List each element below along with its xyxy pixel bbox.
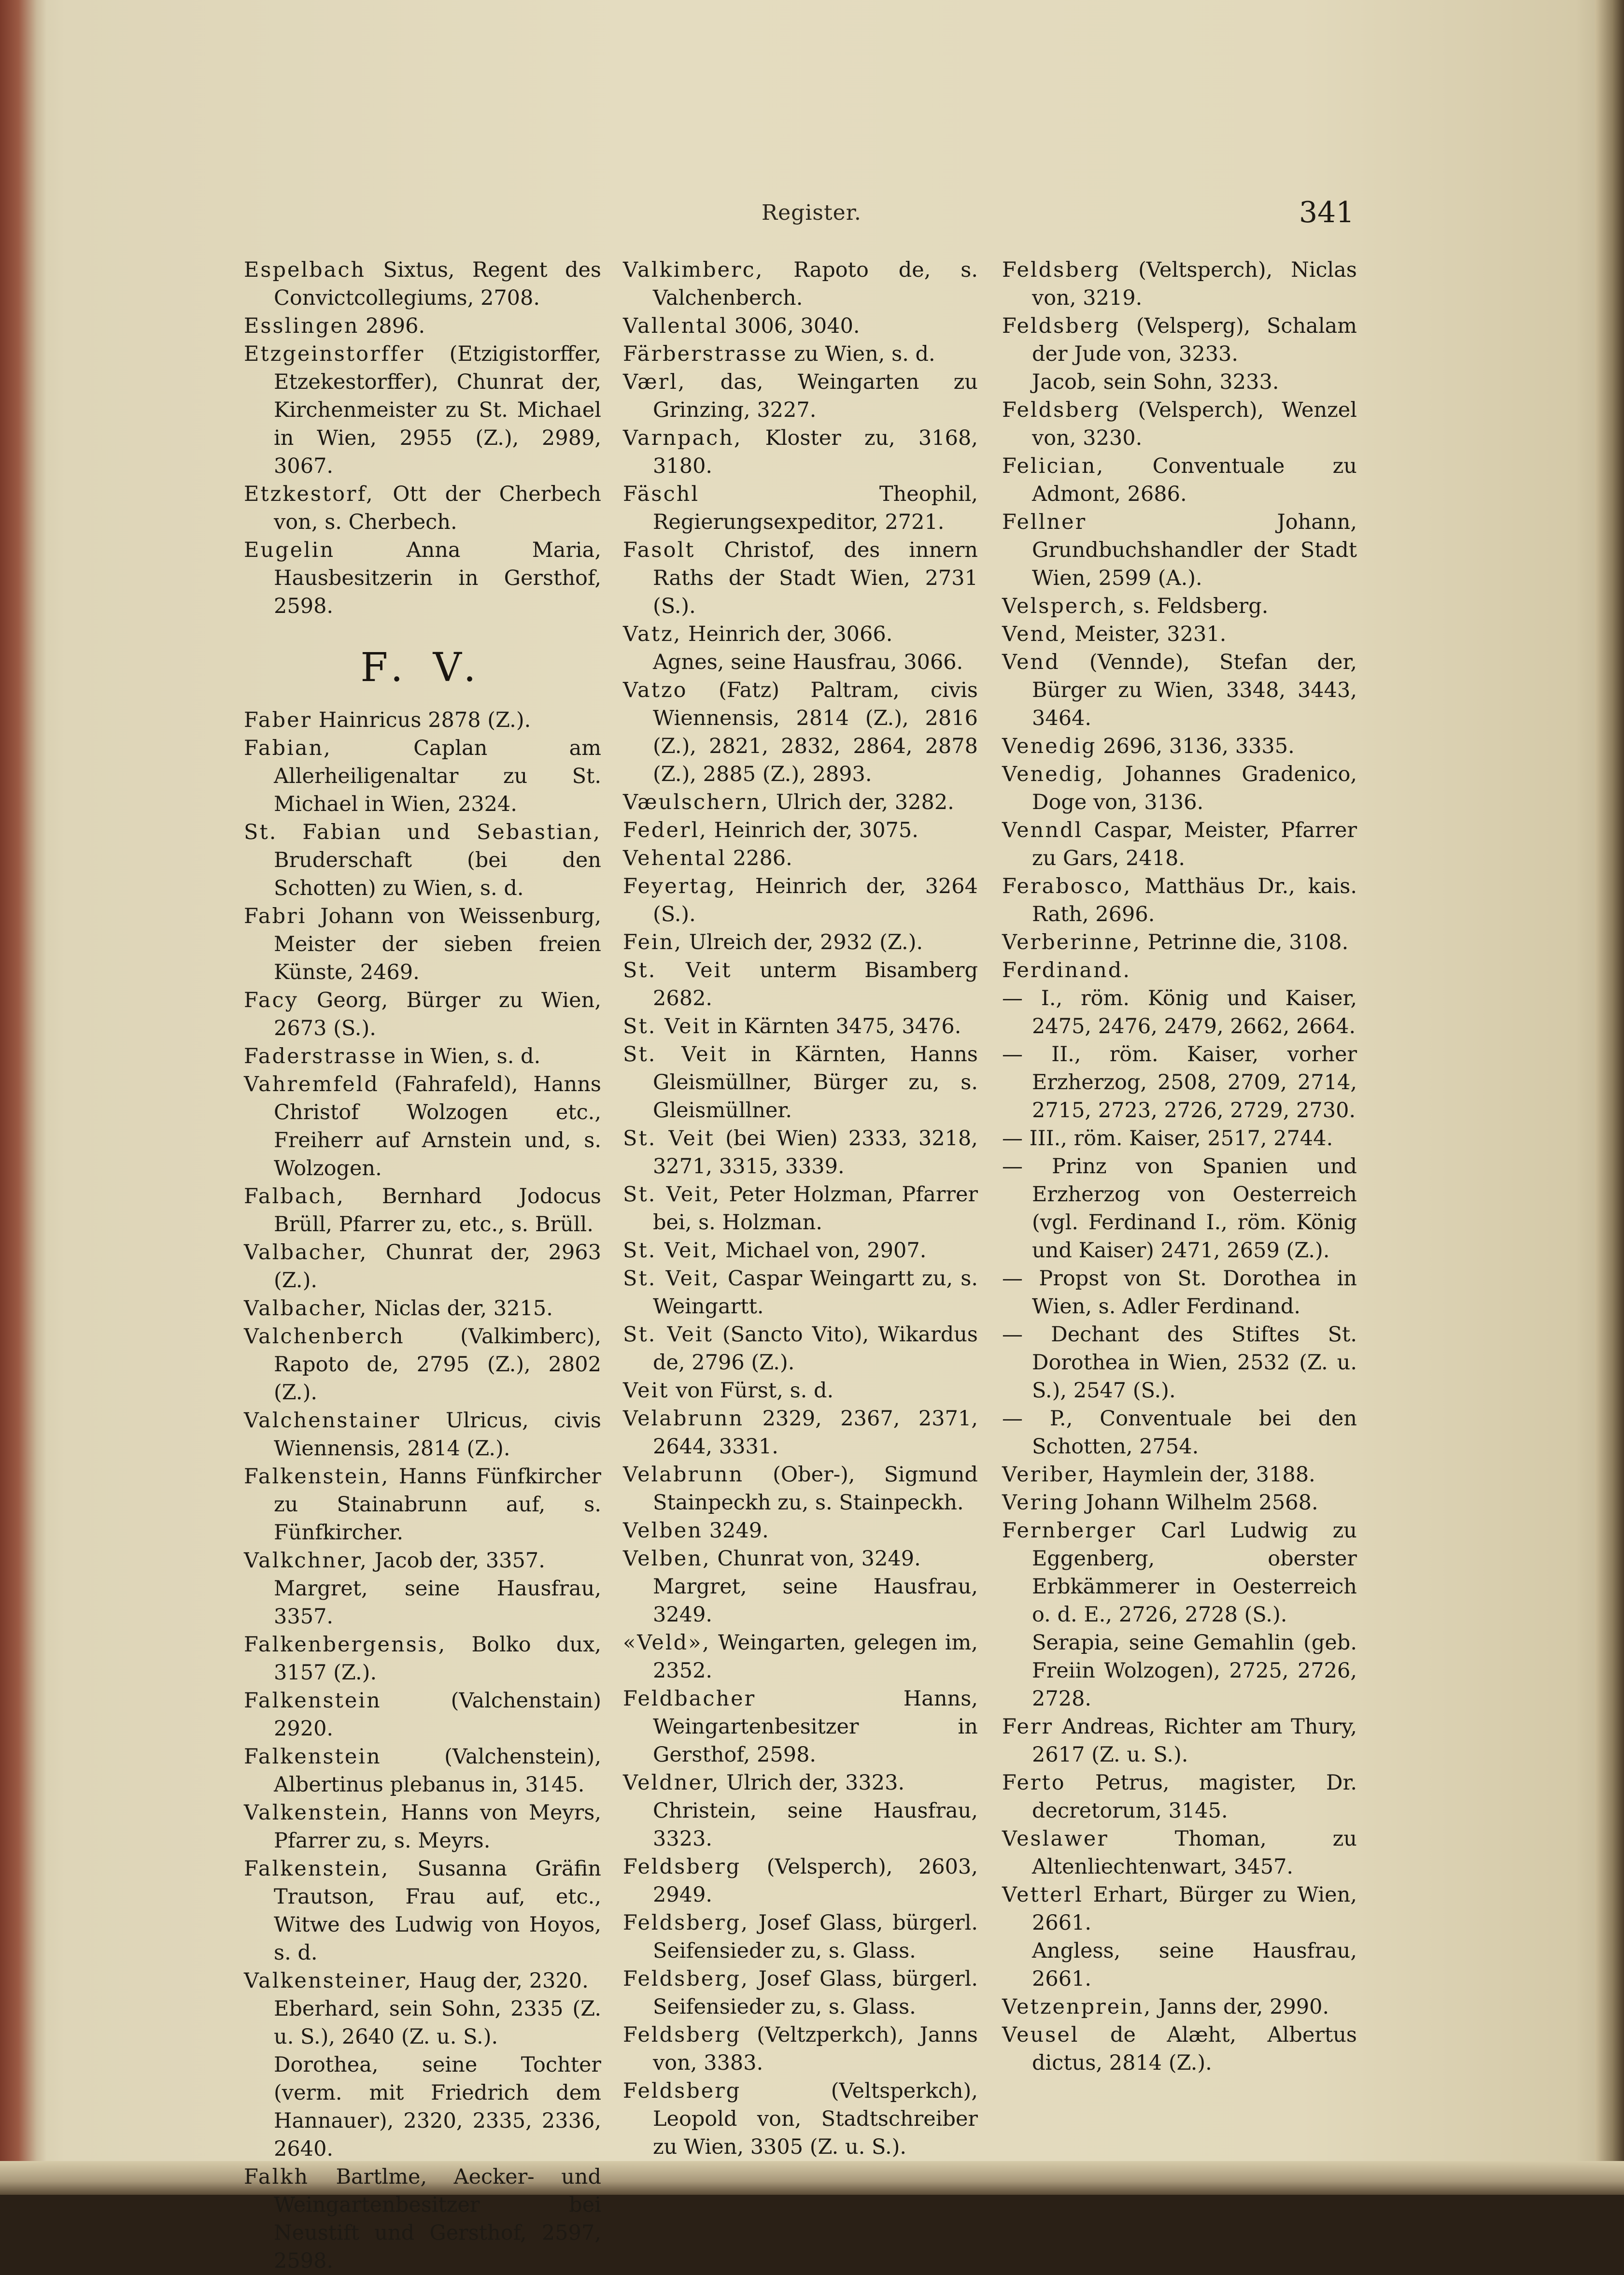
entry-headword: Falkh: [244, 2165, 310, 2189]
entry-headword: Faber: [244, 708, 312, 732]
index-entry: [1002, 2021, 1357, 2077]
entry-text: (Sancto Vito), Wikardus de, 2796 (Z.).: [653, 1322, 978, 1375]
entry-headword: St. Veit,: [623, 1266, 720, 1291]
page-number: 341: [1299, 196, 1355, 229]
entry-headword: Valchenberch: [244, 1324, 405, 1349]
entry-headword: Etzkestorf,: [244, 482, 374, 506]
index-entry: [623, 1377, 978, 1405]
entry-text: Niclas der, 3215.: [367, 1296, 553, 1321]
entry-headword: Velben,: [623, 1547, 711, 1571]
entry-text: Johannes Gradenico, Doge von, 3136.: [1032, 762, 1357, 814]
entry-text: — Dechant des Stiftes St. Dorothea in Wien, 2532 (Z. u. S.), 2547 (S.).: [1002, 1322, 1357, 1403]
index-entry: [623, 1545, 978, 1573]
index-entry: [1002, 1629, 1357, 1713]
entry-headword: Varnpach,: [623, 426, 742, 450]
entry-text: (Velsperch), 2603, 2949.: [653, 1855, 978, 1907]
index-entry: [244, 818, 601, 902]
index-entry: [623, 1517, 978, 1545]
entry-text: Josef Glass, bürgerl. Seifensieder zu, s. Glass.: [653, 1911, 978, 1963]
entry-headword: St. Veit,: [623, 1182, 721, 1207]
entry-text: (Veltzperkch), Janns von, 3383.: [653, 2023, 978, 2075]
index-entry: [1002, 312, 1357, 368]
entry-text: — Propst von St. Dorothea in Wien, s. Adler Ferdinand.: [1002, 1266, 1357, 1319]
index-entry: [1002, 732, 1357, 760]
entry-headword: Fabian,: [244, 736, 332, 760]
index-entry: [1002, 1517, 1357, 1629]
entry-headword: Etzgeinstorffer: [244, 342, 425, 366]
index-entry: [1002, 816, 1357, 872]
entry-headword: Feldsberg: [623, 1855, 741, 1879]
entry-text: Conventuale zu Admont, 2686.: [1032, 454, 1357, 506]
running-header: [628, 196, 1623, 239]
entry-text: in Kärnten, Hanns Gleismüllner, Bürger zu, s. Gleismüllner.: [653, 1042, 978, 1123]
index-entry: [623, 2077, 978, 2161]
index-entry: [623, 368, 978, 424]
entry-headword: Valkensteiner,: [244, 1969, 412, 1993]
entry-headword: Veldner,: [623, 1771, 720, 1795]
entry-headword: Valchenstainer: [244, 1408, 421, 1433]
entry-text: Haymlein der, 3188.: [1095, 1463, 1315, 1487]
index-entry: [244, 480, 601, 536]
entry-headword: Fabri: [244, 904, 307, 928]
entry-headword: Vahremfeld: [244, 1072, 379, 1096]
index-entry: [1002, 760, 1357, 816]
index-entry: [623, 480, 978, 536]
index-entry: [244, 1855, 601, 1967]
entry-text: das, Weingarten zu Grinzing, 3227.: [653, 370, 978, 422]
index-entry: [623, 676, 978, 788]
entry-headword: Valbacher,: [244, 1296, 368, 1321]
entry-headword: Fein,: [623, 930, 683, 954]
entry-text: (Etzigistorffer, Etzekestorffer), Chunrat der, Kirchenmeister zu St. Michael in Wien, 2955 (Z.), 2989, 3067.: [274, 342, 601, 478]
entry-headword: Verberinne,: [1002, 930, 1141, 954]
entry-headword: Feldbacher: [623, 1687, 756, 1711]
index-entry: [623, 1685, 978, 1769]
entry-text: Meister, 3231.: [1068, 622, 1227, 646]
entry-text: Caspar Weingartt zu, s. Weingartt.: [653, 1266, 978, 1319]
index-entry: [623, 1237, 978, 1265]
entry-text: in Kärnten 3475, 3476.: [710, 1014, 961, 1038]
index-entry: [623, 1461, 978, 1517]
index-entry: [1002, 956, 1357, 984]
index-entry: [623, 340, 978, 368]
entry-headword: St. Veit: [623, 1126, 715, 1151]
index-entry: [623, 536, 978, 620]
page-right-edge: [1595, 0, 1624, 2195]
entry-text: Anna Maria, Hausbesitzerin in Gersthof, 2598.: [274, 538, 601, 618]
index-entry: [1002, 452, 1357, 508]
index-entry: [244, 536, 601, 620]
entry-headword: Ferabosco,: [1002, 874, 1132, 898]
index-entry: [623, 1909, 978, 1965]
index-entry: [623, 1321, 978, 1377]
index-entry: [623, 1853, 978, 1909]
entry-headword: Fellner: [1002, 510, 1087, 534]
entry-headword: St. Veit: [623, 1042, 728, 1066]
index-entry: [244, 1182, 601, 1238]
index-entry: [1002, 1881, 1357, 1937]
header-title: Register.: [762, 200, 861, 225]
entry-headword: Faderstrasse: [244, 1044, 397, 1068]
index-entry: [244, 256, 601, 312]
entry-headword: Vetterl: [1002, 1883, 1083, 1907]
entry-text: Angless, seine Hausfrau, 2661.: [1032, 1939, 1357, 1991]
entry-headword: Værl,: [623, 370, 686, 394]
entry-headword: St. Veit: [623, 1014, 711, 1038]
entry-text: Caplan am Allerheiligenaltar zu St. Michael in Wien, 2324.: [274, 736, 601, 816]
entry-headword: Vetzenprein,: [1002, 1995, 1152, 2019]
index-entry: [623, 256, 978, 312]
entry-text: Erhart, Bürger zu Wien, 2661.: [1032, 1883, 1357, 1935]
index-entry: [623, 816, 978, 844]
entry-text: Haug der, 2320.: [412, 1969, 589, 1993]
index-entry: [623, 844, 978, 872]
entry-headword: Vehental: [623, 846, 727, 870]
entry-headword: Valkimberc,: [623, 258, 764, 282]
index-entry: [1002, 368, 1357, 396]
entry-text: (Velsperch), Wenzel von, 3230.: [1032, 398, 1357, 450]
entry-text: Ulrich der, 3323.: [720, 1771, 905, 1795]
index-entry: [244, 1463, 601, 1547]
entry-text: von Fürst, s. d.: [669, 1379, 834, 1403]
entry-text: (Veltsperkch), Leopold von, Stadtschreiber zu Wien, 3305 (Z. u. S.).: [653, 2079, 978, 2159]
index-entry: [623, 1629, 978, 1685]
entry-headword: St. Veit: [623, 1322, 713, 1347]
entry-headword: Falbach,: [244, 1184, 345, 1209]
entry-headword: Falkenstein: [244, 1689, 381, 1713]
entry-headword: Facy: [244, 988, 298, 1012]
index-entry: [244, 1547, 601, 1575]
entry-headword: St. Fabian und Sebastian,: [244, 820, 601, 844]
entry-text: Jacob, sein Sohn, 3233.: [1032, 370, 1279, 394]
entry-text: Johann von Weissenburg, Meister der sieben freien Künste, 2469.: [274, 904, 601, 984]
entry-text: Thoman, zu Altenliechtenwart, 3457.: [1032, 1827, 1357, 1879]
index-entry: [244, 340, 601, 480]
index-entry: [623, 648, 978, 676]
entry-text: Andreas, Richter am Thury, 2617 (Z. u. S.).: [1032, 1715, 1357, 1767]
column-3: [1002, 256, 1357, 2077]
entry-headword: Feldsberg: [1002, 314, 1120, 338]
entry-headword: Ferdinand.: [1002, 958, 1131, 982]
index-entry: [1002, 648, 1357, 732]
entry-text: Bolko dux, 3157 (Z.).: [274, 1633, 601, 1685]
entry-headword: Fasolt: [623, 538, 695, 562]
entry-text: Jacob der, 3357.: [367, 1549, 545, 1573]
index-entry: [1002, 1937, 1357, 1993]
entry-text: Heinrich der, 3066.: [681, 622, 893, 646]
index-entry: [623, 1180, 978, 1237]
index-entry: [1002, 256, 1357, 312]
index-entry: [1002, 1040, 1357, 1124]
entry-headword: Färberstrasse: [623, 342, 788, 366]
entry-headword: Fäschl: [623, 482, 700, 506]
entry-text: Josef Glass, bürgerl. Seifensieder zu, s. Glass.: [653, 1967, 978, 2019]
entry-text: Chunrat von, 3249.: [710, 1547, 921, 1571]
index-entry: [244, 1322, 601, 1407]
entry-text: Hainricus 2878 (Z.).: [312, 708, 531, 732]
entry-text: Bruderschaft (bei den Schotten) zu Wien, s. d.: [274, 848, 601, 900]
entry-headword: Ferr: [1002, 1715, 1054, 1739]
entry-headword: Veriber,: [1002, 1463, 1096, 1487]
entry-text: Peter Holzman, Pfarrer bei, s. Holzman.: [653, 1182, 978, 1235]
entry-text: de Alæht, Albertus dictus, 2814 (Z.).: [1032, 2023, 1357, 2075]
entry-text: 2286.: [726, 846, 792, 870]
entry-text: 2696, 3136, 3335.: [1096, 734, 1295, 758]
index-entry: [244, 1042, 601, 1070]
entry-text: Theophil, Regierungsexpeditor, 2721.: [653, 482, 978, 534]
entry-headword: «Veld»,: [623, 1631, 711, 1655]
entry-headword: Vallental: [623, 314, 728, 338]
index-entry: [1002, 872, 1357, 928]
entry-text: (Valchenstein), Albertinus plebanus in, 3145.: [274, 1745, 601, 1797]
entry-headword: Vatzo: [623, 678, 688, 702]
index-entry: [244, 1799, 601, 1855]
entry-text: Heinrich der, 3264 (S.).: [653, 874, 978, 926]
index-entry: [244, 1238, 601, 1294]
index-entry: [244, 312, 601, 340]
index-entry: [244, 1995, 601, 2051]
entry-text: (Veltsperch), Niclas von, 3219.: [1032, 258, 1357, 310]
index-entry: [244, 1575, 601, 1631]
entry-headword: Vend: [1002, 650, 1060, 674]
entry-text: Margret, seine Hausfrau, 3249.: [653, 1575, 978, 1627]
entry-text: Janns der, 2990.: [1152, 1995, 1329, 2019]
entry-text: Margret, seine Hausfrau, 3357.: [274, 1577, 601, 1629]
index-entry: [623, 312, 978, 340]
entry-headword: Venedig,: [1002, 762, 1105, 786]
entry-headword: Feldsberg: [623, 2023, 741, 2047]
index-entry: [1002, 620, 1357, 648]
entry-text: Christof, des innern Raths der Stadt Wien, 2731 (S.).: [653, 538, 978, 618]
entry-text: Matthäus Dr., kais. Rath, 2696.: [1032, 874, 1357, 926]
entry-headword: Falkenstein: [244, 1745, 381, 1769]
entry-headword: Fernberger: [1002, 1519, 1137, 1543]
index-entry: [244, 734, 601, 818]
index-entry: [244, 1743, 601, 1799]
entry-text: (Valchenstain) 2920.: [274, 1689, 601, 1741]
index-entry: [1002, 1124, 1357, 1152]
entry-text: Michael von, 2907.: [719, 1238, 927, 1263]
entry-headword: Venndl: [1002, 818, 1083, 842]
entry-headword: Vering: [1002, 1491, 1080, 1515]
index-entry: [1002, 592, 1357, 620]
entry-text: (Ober-), Sigmund Stainpeckh zu, s. Stainpeckh.: [653, 1463, 978, 1515]
entry-text: Georg, Bürger zu Wien, 2673 (S.).: [274, 988, 601, 1040]
entry-headword: Velsperch,: [1002, 594, 1127, 618]
index-entry: [244, 2163, 601, 2275]
entry-text: Hanns, Weingartenbesitzer in Gersthof, 2598.: [653, 1687, 978, 1767]
index-entry: [623, 1040, 978, 1124]
index-entry: [623, 1265, 978, 1321]
entry-text: Ulricus, civis Wiennensis, 2814 (Z.).: [274, 1408, 601, 1461]
index-entry: [1002, 1825, 1357, 1881]
entry-text: (Velsperg), Schalam der Jude von, 3233.: [1032, 314, 1357, 366]
index-entry: [1002, 1461, 1357, 1489]
index-entry: [623, 1405, 978, 1461]
index-entry: [244, 986, 601, 1042]
entry-text: Christein, seine Hausfrau, 3323.: [653, 1799, 978, 1851]
entry-text: Weingarten, gelegen im, 2352.: [653, 1631, 978, 1683]
index-entry: [1002, 508, 1357, 592]
index-entry: [1002, 928, 1357, 956]
entry-text: in Wien, s. d.: [397, 1044, 541, 1068]
entry-headword: St. Veit,: [623, 1238, 719, 1263]
entry-text: Rapoto de, s. Valchenberch.: [653, 258, 978, 310]
entry-headword: Falkenstein,: [244, 1465, 390, 1489]
index-entry: [623, 620, 978, 648]
entry-headword: Velben: [623, 1519, 703, 1543]
section-heading: F. V.: [360, 645, 485, 691]
column-1: [244, 256, 601, 2275]
entry-text: zu Wien, s. d.: [787, 342, 935, 366]
entry-text: Bartlme, Aecker- und Weingartenbesitzer bei Neustift und Gersthof, 2597, 2598.: [274, 2165, 601, 2273]
entry-text: 2329, 2367, 2371, 2644, 3331.: [653, 1407, 978, 1459]
entry-headword: Ferto: [1002, 1771, 1066, 1795]
index-entry: [623, 2021, 978, 2077]
book-spine: [0, 0, 46, 2195]
index-entry: [244, 1631, 601, 1687]
index-entry: [244, 706, 601, 734]
index-entry: [1002, 1265, 1357, 1321]
index-entry: [1002, 1713, 1357, 1769]
entry-text: Ulreich der, 2932 (Z.).: [682, 930, 923, 954]
entry-text: Serapia, seine Gemahlin (geb. Freiin Wolzogen), 2725, 2726, 2728.: [1032, 1631, 1357, 1711]
entry-text: Heinrich der, 3075.: [707, 818, 918, 842]
entry-text: unterm Bisamberg 2682.: [653, 958, 978, 1010]
entry-headword: Federl,: [623, 818, 707, 842]
index-entry: [244, 1687, 601, 1743]
entry-headword: Velabrunn: [623, 1407, 744, 1431]
index-entry: [1002, 1321, 1357, 1405]
entry-text: Ott der Cherbech von, s. Cherbech.: [274, 482, 601, 534]
entry-text: 2896.: [359, 314, 425, 338]
index-entry: [244, 1967, 601, 1995]
entry-text: Susanna Gräfin Trautson, Frau auf, etc., Witwe des Ludwig von Hoyos, s. d.: [274, 1857, 601, 1965]
entry-headword: Feyertag,: [623, 874, 736, 898]
entry-headword: Valkchner,: [244, 1549, 368, 1573]
entry-text: 3249.: [702, 1519, 769, 1543]
entry-headword: Feldsberg: [1002, 258, 1120, 282]
entry-headword: Falkenstein,: [244, 1857, 390, 1881]
entry-text: — P., Conventuale bei den Schotten, 2754.: [1002, 1407, 1357, 1459]
entry-text: Petrinne die, 3108.: [1141, 930, 1349, 954]
index-entry: [244, 1407, 601, 1463]
entry-text: — Prinz von Spanien und Erzherzog von Oesterreich (vgl. Ferdinand I., röm. König und Kaiser) 2471, 2659 (Z.).: [1002, 1154, 1357, 1263]
entry-headword: Felician,: [1002, 454, 1105, 478]
column-2: [623, 256, 978, 2161]
entry-headword: Feldsberg: [623, 2079, 741, 2103]
entry-text: Ulrich der, 3282.: [769, 790, 954, 814]
index-entry: [1002, 1769, 1357, 1825]
entry-text: Dorothea, seine Tochter (verm. mit Friedrich dem Hannauer), 2320, 2335, 2336, 2640.: [274, 2053, 601, 2161]
entry-text: s. Feldsberg.: [1126, 594, 1269, 618]
entry-text: Petrus, magister, Dr. decretorum, 3145.: [1032, 1771, 1357, 1823]
index-entry: [244, 2051, 601, 2163]
entry-text: (bei Wien) 2333, 3218, 3271, 3315, 3339.: [653, 1126, 978, 1179]
entry-text: Johann, Grundbuchshandler der Stadt Wien, 2599 (A.).: [1032, 510, 1357, 590]
index-entry: [623, 956, 978, 1012]
entry-headword: Velabrunn: [623, 1463, 744, 1487]
index-entry: [244, 902, 601, 986]
entry-headword: Veusel: [1002, 2023, 1079, 2047]
entry-headword: Vend,: [1002, 622, 1068, 646]
entry-text: Johann Wilhelm 2568.: [1079, 1491, 1318, 1515]
entry-headword: Feldsberg: [1002, 398, 1120, 422]
index-entry: [623, 1769, 978, 1797]
entry-text: Sixtus, Regent des Convictcollegiums, 2708.: [274, 258, 601, 310]
entry-text: (Vennde), Stefan der, Bürger zu Wien, 3348, 3443, 3464.: [1032, 650, 1357, 730]
entry-headword: Eugelin: [244, 538, 335, 562]
entry-text: Hanns Fünfkircher zu Stainabrunn auf, s. Fünfkircher.: [274, 1465, 601, 1545]
index-entry: [623, 1965, 978, 2021]
index-entry: [623, 928, 978, 956]
entry-text: Hanns von Meyrs, Pfarrer zu, s. Meyrs.: [274, 1801, 601, 1853]
index-entry: [1002, 984, 1357, 1040]
index-entry: [623, 788, 978, 816]
entry-text: Chunrat der, 2963 (Z.).: [274, 1240, 601, 1293]
entry-headword: Veslawer: [1002, 1827, 1109, 1851]
index-entry: [623, 1012, 978, 1040]
entry-text: (Valkimberc), Rapoto de, 2795 (Z.), 2802 (Z.).: [274, 1324, 601, 1405]
index-entry: [623, 424, 978, 480]
index-entry: [1002, 396, 1357, 452]
entry-headword: Veit: [623, 1379, 669, 1403]
entry-text: 3006, 3040.: [728, 314, 860, 338]
entry-headword: Feldsberg,: [623, 1911, 749, 1935]
entry-text: Carl Ludwig zu Eggenberg, oberster Erbkämmerer in Oesterreich o. d. E., 2726, 2728 (S.).: [1032, 1519, 1357, 1627]
entry-text: — II., röm. Kaiser, vorher Erzherzog, 2508, 2709, 2714, 2715, 2723, 2726, 2729, 2730.: [1002, 1042, 1357, 1123]
index-entry: [1002, 1405, 1357, 1461]
entry-text: (Fatz) Paltram, civis Wiennensis, 2814 (Z.), 2816 (Z.), 2821, 2832, 2864, 2878 (Z.), 2885 (Z.), 2893.: [653, 678, 978, 786]
entry-headword: Væulschern,: [623, 790, 770, 814]
index-entry: [1002, 1993, 1357, 2021]
index-entry: [1002, 1489, 1357, 1517]
entry-text: Agnes, seine Hausfrau, 3066.: [653, 650, 963, 674]
index-entry: [623, 872, 978, 928]
index-entry: [1002, 1152, 1357, 1265]
entry-headword: Venedig: [1002, 734, 1097, 758]
entry-headword: Esslingen: [244, 314, 359, 338]
entry-headword: Valkenstein,: [244, 1801, 390, 1825]
entry-headword: St. Veit: [623, 958, 732, 982]
entry-text: Eberhard, sein Sohn, 2335 (Z. u. S.), 2640 (Z. u. S.).: [274, 1997, 601, 2049]
index-entry: [244, 1070, 601, 1182]
entry-headword: Espelbach: [244, 258, 366, 282]
index-entry: [623, 1573, 978, 1629]
entry-text: Kloster zu, 3168, 3180.: [653, 426, 978, 478]
entry-headword: Valbacher,: [244, 1240, 368, 1265]
entry-text: (Fahrafeld), Hanns Christof Wolzogen etc., Freiherr auf Arnstein und, s. Wolzogen.: [274, 1072, 601, 1180]
entry-headword: Vatz,: [623, 622, 682, 646]
index-entry: [623, 1124, 978, 1180]
index-entry: [623, 1797, 978, 1853]
entry-headword: Feldsberg,: [623, 1967, 749, 1991]
entry-text: Caspar, Meister, Pfarrer zu Gars, 2418.: [1032, 818, 1357, 870]
entry-text: Bernhard Jodocus Brüll, Pfarrer zu, etc., s. Brüll.: [274, 1184, 601, 1237]
index-entry: [244, 1294, 601, 1322]
entry-text: — III., röm. Kaiser, 2517, 2744.: [1002, 1126, 1333, 1151]
entry-text: — I., röm. König und Kaiser, 2475, 2476, 2479, 2662, 2664.: [1002, 986, 1357, 1038]
entry-headword: Falkenbergensis,: [244, 1633, 447, 1657]
